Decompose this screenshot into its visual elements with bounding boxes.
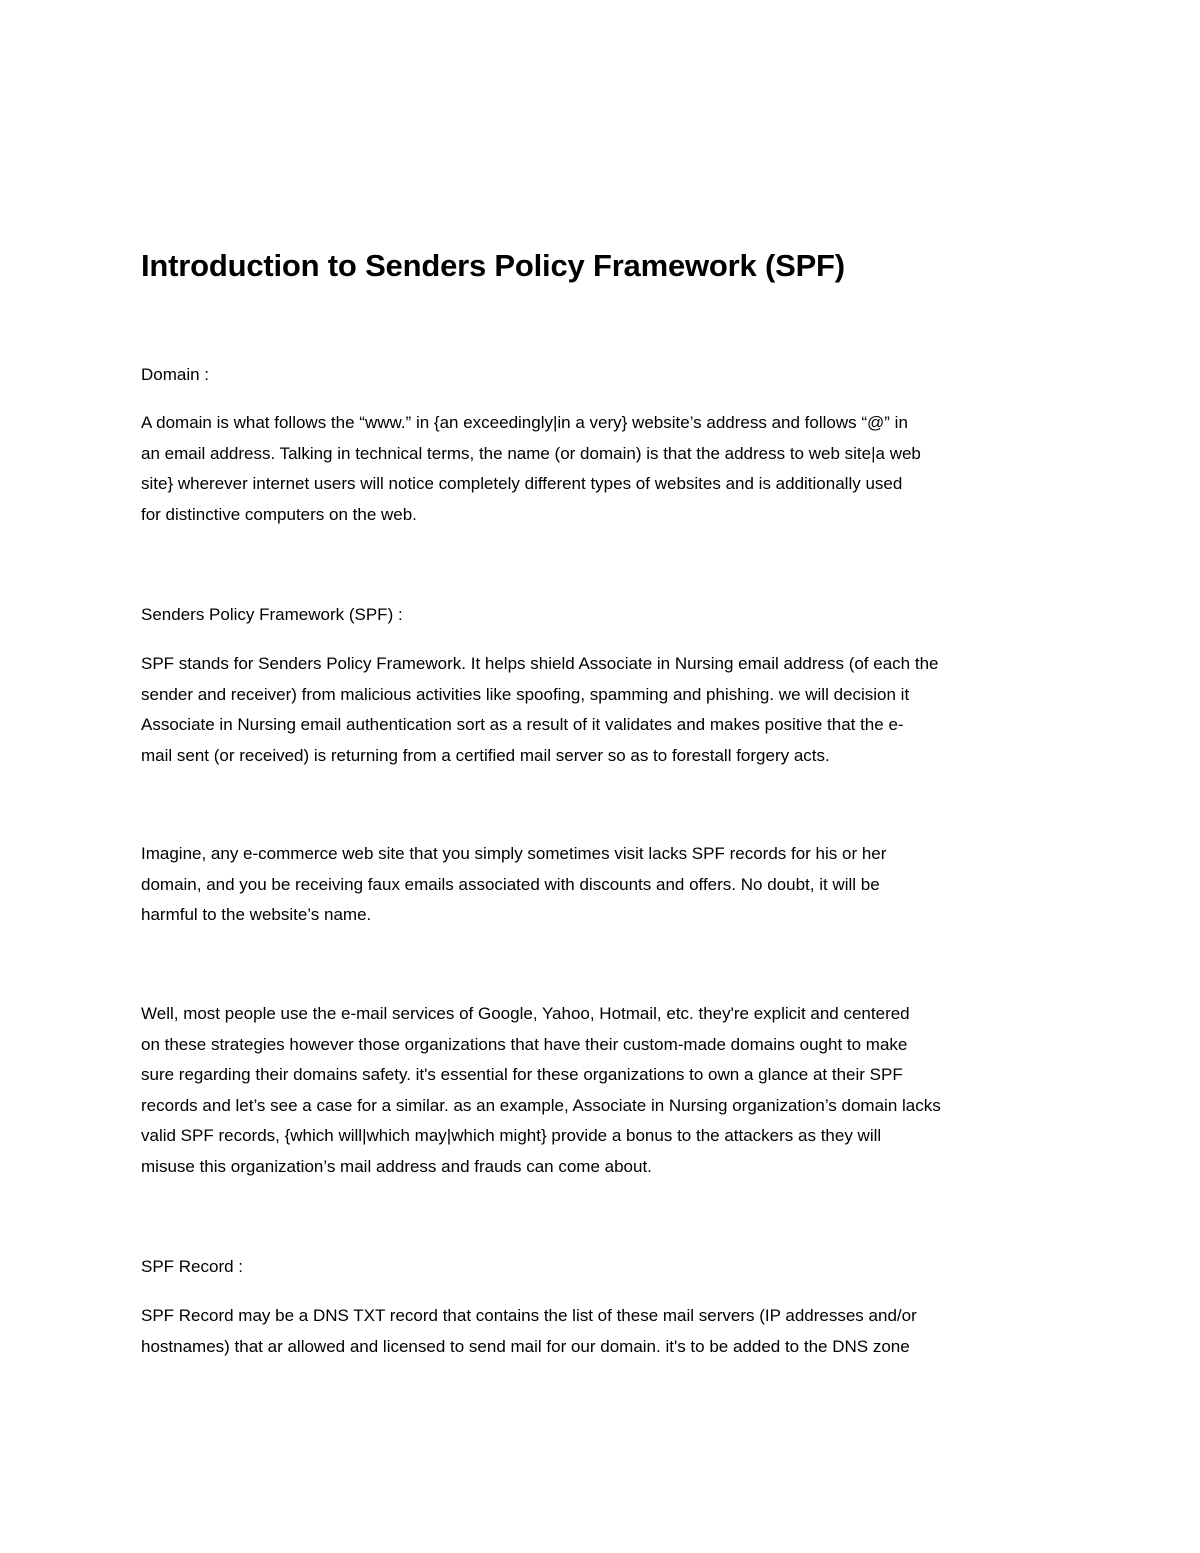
- text-line: Imagine, any e-commerce web site that you simply sometimes visit lacks SPF records for his or her: [141, 844, 887, 863]
- text-line: mail sent (or received) is returning from a certified mail server so as to forestall forgery acts.: [141, 745, 830, 765]
- section-heading-spf-record: SPF Record :: [141, 1257, 244, 1276]
- text-line: domain, and you be receiving faux emails associated with discounts and offers. No doubt, it will be: [141, 874, 880, 894]
- section-heading-domain: Domain :: [141, 365, 210, 384]
- text-line: Well, most people use the e-mail services of Google, Yahoo, Hotmail, etc. they're explicit and centered: [141, 1004, 910, 1023]
- section-heading-spf: Senders Policy Framework (SPF) :: [141, 605, 403, 624]
- paragraph-domain-definition: [141, 408, 921, 530]
- text-line: SPF Record may be a DNS TXT record that contains the list of these mail servers (IP addresses and/or: [141, 1306, 917, 1325]
- text-line: site} wherever internet users will notice completely different types of websites and is additionally used: [141, 474, 903, 493]
- text-line: valid SPF records, {which will|which may|which might} provide a bonus to the attackers as they will: [141, 1126, 882, 1145]
- text-line: on these strategies however those organizations that have their custom-made domains ought to make: [141, 1034, 908, 1054]
- text-line: an email address. Talking in technical terms, the name (or domain) is that the address to web site|a web: [141, 443, 921, 463]
- text-line: SPF stands for Senders Policy Framework. It helps shield Associate in Nursing email address (of each the: [141, 654, 939, 673]
- text-line: Associate in Nursing email authentication sort as a result of it validates and makes positive that the e-: [141, 715, 904, 734]
- paragraph-spf-definition: [141, 649, 938, 771]
- text-line: hostnames) that ar allowed and licensed to send mail for our domain. it's to be added to the DNS zone: [141, 1336, 910, 1356]
- text-line: records and let’s see a case for a similar. as an example, Associate in Nursing organization’s domain lacks: [141, 1095, 941, 1115]
- document-title: Introduction to Senders Policy Framework (SPF): [141, 248, 845, 283]
- paragraph-spf-record-definition: [141, 1301, 917, 1362]
- text-line: misuse this organization’s mail address and frauds can come about.: [141, 1156, 652, 1176]
- paragraph-spf-example: [141, 839, 886, 931]
- text-line: sender and receiver) from malicious activities like spoofing, spamming and phishing. we will decision it: [141, 684, 910, 704]
- text-line: A domain is what follows the “www.” in {an exceedingly|in a very} website’s address and follows “@” in: [141, 413, 908, 432]
- text-line: for distinctive computers on the web.: [141, 504, 417, 524]
- text-line: harmful to the website’s name.: [141, 905, 372, 924]
- paragraph-spf-organizations: [141, 999, 941, 1182]
- text-line: sure regarding their domains safety. it's essential for these organizations to own a glance at their SPF: [141, 1065, 903, 1084]
